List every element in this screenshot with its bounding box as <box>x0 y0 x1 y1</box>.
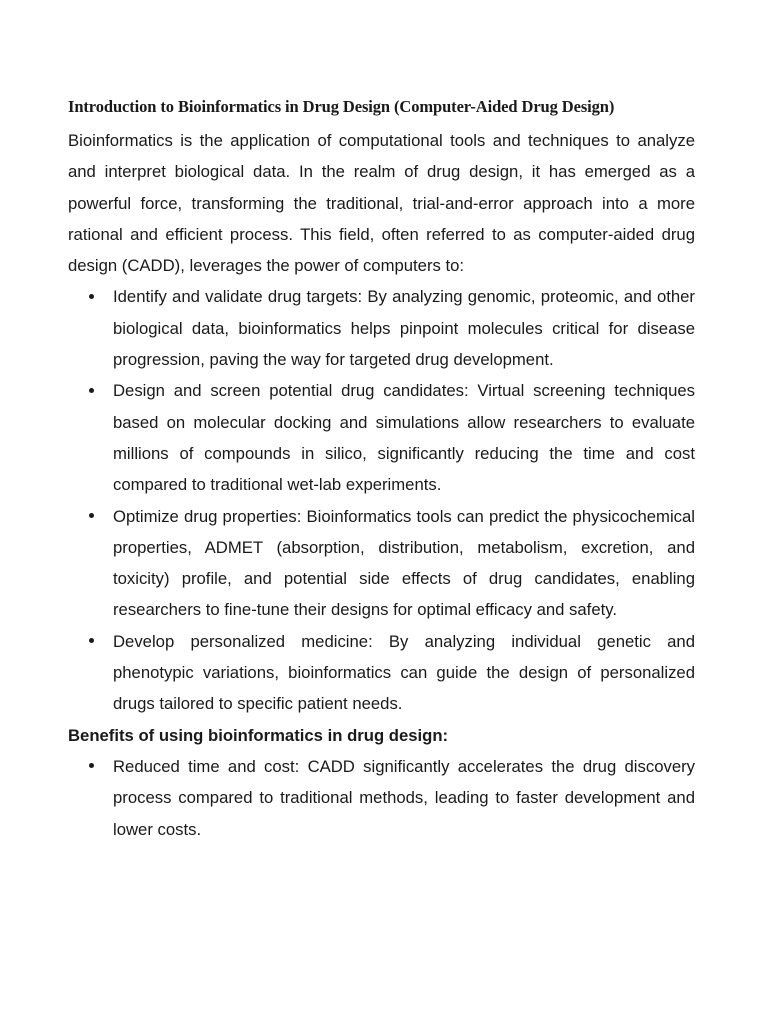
benefits-list <box>68 751 695 845</box>
bullet-icon <box>89 294 94 299</box>
bullet-icon <box>89 763 94 768</box>
list-item <box>68 751 695 845</box>
list-item-text: Develop personalized medicine: By analyzing individual genetic and phenotypic variations, bioinformatics can guide the design of personalized drugs tailored to specific patient needs. <box>113 631 695 714</box>
bullet-icon <box>89 638 94 643</box>
list-item-text: Reduced time and cost: CADD significantly accelerates the drug discovery process compared to traditional methods, leading to faster development and lower costs. <box>113 756 695 839</box>
list-item-text: Identify and validate drug targets: By analyzing genomic, proteomic, and other biological data, bioinformatics helps pinpoint molecules critical for disease progression, paving the way for targeted drug development. <box>113 287 695 370</box>
list-item <box>68 281 695 375</box>
intro-paragraph: Bioinformatics is the application of computational tools and techniques to analyze and interpret biological data. In the realm of drug design, it has emerged as a powerful force, transforming the traditional, trial-and-error approach into a more rational and efficient process. This field, often referred to as computer-aided drug design (CADD), leverages the power of computers to: <box>68 131 695 276</box>
list-item <box>68 626 695 720</box>
capabilities-list <box>68 281 695 719</box>
document-page <box>68 96 695 845</box>
document-title: Introduction to Bioinformatics in Drug Design (Computer-Aided Drug Design) <box>68 97 615 116</box>
bullet-icon <box>89 388 94 393</box>
list-item-text: Optimize drug properties: Bioinformatics tools can predict the physicochemical properties, ADMET (absorption, distribution, metabolism, excretion, and toxicity) profile, and potential side effects of drug candidates, enabling researchers to fine-tune their designs for optimal efficacy and safety. <box>113 506 695 620</box>
bullet-icon <box>89 513 94 518</box>
list-item-text: Design and screen potential drug candidates: Virtual screening techniques based on molecular docking and simulations allow researchers to evaluate millions of compounds in silico, significantly reducing the time and cost compared to traditional wet-lab experiments. <box>113 381 695 495</box>
list-item <box>68 375 695 500</box>
list-item <box>68 501 695 626</box>
benefits-heading: Benefits of using bioinformatics in drug design: <box>68 725 449 745</box>
